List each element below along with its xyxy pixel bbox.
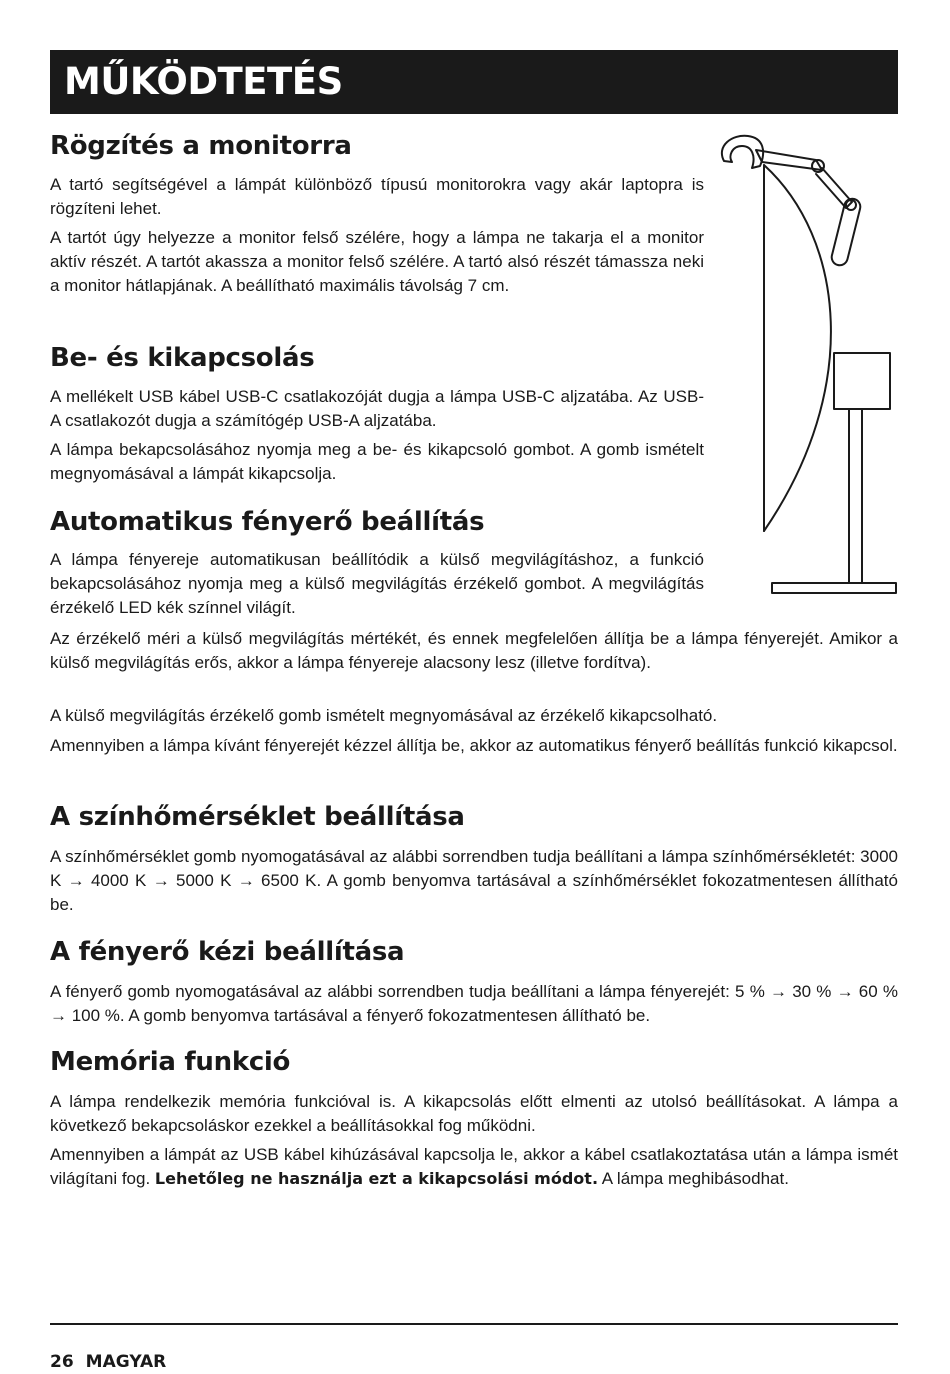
footer-language: MAGYAR [85, 1352, 167, 1372]
heading-power: Be- és kikapcsolás [50, 343, 315, 373]
mount-paragraph-1: A tartó segítségével a lámpát különböző típusú monitorokra vagy akár laptopra is rögzíteni lehet. [50, 175, 704, 218]
color-paragraph-1: A színhőmérséklet gomb nyomogatásával az alábbi sorrendben tudja beállítani a lámpa színhőmérsékletét: 3000 K → 4000 K → 5000 K → 6500 K. A gomb benyomva tartásával a színhőmérséklet fokozatmentesen állítható be. [50, 847, 898, 914]
brightness-paragraph-1: A fényerő gomb nyomogatásával az alábbi sorrendben tudja beállítani a lámpa fényerejét: 5 % → 30 % → 60 % → 100 %. A gomb benyomva tartásával a fényerő fokozatmentesen állítható be. [50, 982, 898, 1025]
stand-pole [849, 409, 862, 583]
page-number: 26 [50, 1352, 74, 1372]
monitor-lamp-illustration [712, 128, 898, 598]
memory-text-start: Amennyiben a lámpát az USB kábel kihúzásával kapcsolja le, akkor a kábel csatlakoztatása után a lámpa ismét világítani fog. [50, 1145, 898, 1188]
auto-paragraph-4: Amennyiben a lámpa kívánt fényerejét kézzel állítja be, akkor az automatikus fényerő beállítás funkció kikapcsol. [50, 736, 898, 755]
auto-paragraph-2: Az érzékelő méri a külső megvilágítás mértékét, és ennek megfelelően állítja be a lámpa fényerejét. Amikor a külső megvilágítás erős, akkor a lámpa fényereje alacsony lesz (illetve fordítva). [50, 629, 898, 672]
heading-mount: Rögzítés a monitorra [50, 131, 352, 161]
memory-paragraph-1: A lámpa rendelkezik memória funkcióval is. A kikapcsolás előtt elmenti az utolsó beállításokat. A lámpa a következő bekapcsoláskor ezekkel a beállításokkal fog működni. [50, 1092, 898, 1135]
heading-auto-brightness: Automatikus fényerő beállítás [50, 507, 485, 537]
stand-base [772, 583, 896, 593]
auto-paragraph-3: A külső megvilágítás érzékelő gomb ismételt megnyomásával az érzékelő kikapcsolható. [50, 706, 718, 725]
heading-memory: Memória funkció [50, 1047, 291, 1077]
power-paragraph-1: A mellékelt USB kábel USB-C csatlakozóját dugja a lámpa USB-C aljzatába. Az USB-A csatlakozót dugja a számítógép USB-A aljzatába. [50, 387, 704, 430]
memory-text-end: A lámpa meghibásodhat. [598, 1169, 789, 1188]
footer-divider [50, 1323, 898, 1325]
mount-paragraph-2: A tartót úgy helyezze a monitor felső szélére, hogy a lámpa ne takarja el a monitor aktív részét. A tartót akassza a monitor felső szélére. A tartó alsó részét támassza neki a monitor hátlapjának. A beállítható maximális távolság 7 cm. [50, 228, 704, 295]
memory-paragraph-2 [50, 1143, 898, 1191]
footer [50, 1350, 166, 1374]
auto-paragraph-1: A lámpa fényereje automatikusan beállítódik a külső megvilágításhoz, a funkció bekapcsolásához nyomja meg a külső megvilágítás érzékelő gombot. A megvilágítás érzékelő LED kék színnel világít. [50, 550, 704, 617]
section-banner [50, 50, 898, 114]
stand-mount-box [834, 353, 890, 409]
heading-manual-brightness: A fényerő kézi beállítása [50, 937, 405, 967]
page-title: MŰKÖDTETÉS [64, 60, 343, 103]
power-paragraph-2: A lámpa bekapcsolásához nyomja meg a be- és kikapcsoló gombot. A gomb ismételt megnyomásával a lámpát kikapcsolja. [50, 440, 704, 483]
heading-color-temperature: A színhőmérséklet beállítása [50, 802, 465, 832]
monitor-curved-back [764, 165, 831, 531]
memory-warning: Lehetőleg ne használja ezt a kikapcsolási módot. [154, 1169, 599, 1188]
